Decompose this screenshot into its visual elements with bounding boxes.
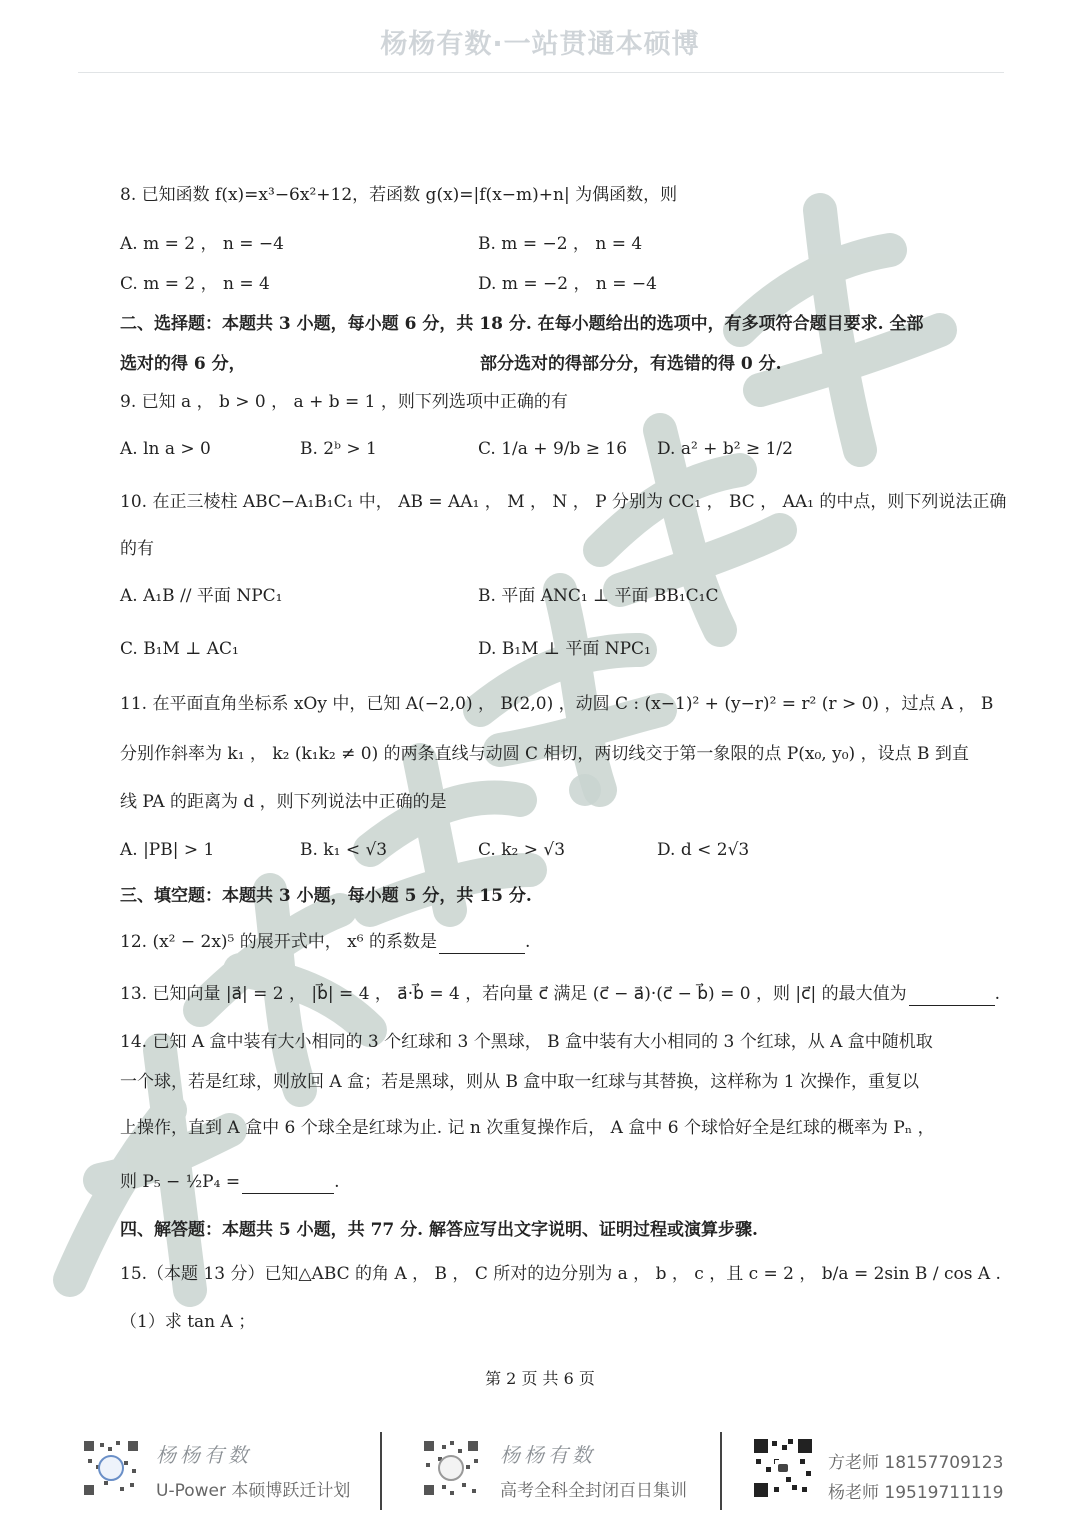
section-4-title: 四、解答题：本题共 5 小题，共 77 分. 解答应写出文字说明、证明过程或演算步骤. bbox=[120, 1220, 758, 1240]
section-3-title: 三、填空题：本题共 3 小题，每小题 5 分，共 15 分. bbox=[120, 886, 532, 906]
q9-option-b: B. 2ᵇ > 1 bbox=[300, 439, 377, 459]
q10-option-c: C. B₁M ⊥ AC₁ bbox=[120, 639, 239, 659]
q15-stem: 15.（本题 13 分）已知△ABC 的角 A ， B ， C 所对的边分别为 a ， b ， c ，且 c = 2 ， b/a = 2sin B / cos A . bbox=[120, 1264, 1001, 1284]
q14-line-4 bbox=[120, 1170, 340, 1194]
footer-block-3 bbox=[752, 1437, 814, 1503]
qr-code-icon bbox=[752, 1437, 814, 1499]
footer-divider-1 bbox=[380, 1432, 382, 1510]
q11-option-d: D. d < 2√3 bbox=[657, 840, 750, 860]
q12-text: 12. (x² − 2x)⁵ 的展开式中， x⁶ 的系数是 bbox=[120, 932, 437, 952]
q9-option-d: D. a² + b² ≥ 1/2 bbox=[657, 439, 793, 459]
q14-end: . bbox=[334, 1172, 340, 1192]
q13-end: . bbox=[994, 984, 1000, 1004]
q8-stem: 8. 已知函数 f(x)=x³−6x²+12，若函数 g(x)=|f(x−m)+n| 为偶函数，则 bbox=[120, 185, 678, 205]
q15-part-1: （1）求 tan A ； bbox=[120, 1312, 256, 1332]
q12-answer-blank[interactable] bbox=[439, 953, 525, 954]
q11-line-3: 线 PA 的距离为 d ，则下列说法中正确的是 bbox=[120, 792, 447, 812]
q13-text: 13. 已知向量 |a⃗| = 2 ， |b⃗| = 4 ， a⃗·b⃗ = 4 ，若向量 c⃗ 满足 (c⃗ − a⃗)·(c⃗ − b⃗) = 0 ，则 |c⃗| 的最大值为 bbox=[120, 984, 907, 1004]
footer-subtitle-1: U-Power 本硕博跃迁计划 bbox=[156, 1481, 351, 1501]
q14-line-4-text: 则 P₅ − ½P₄ = bbox=[120, 1172, 241, 1192]
section-2-scoring-b: 部分选对的得部分分，有选错的得 0 分. bbox=[480, 354, 782, 374]
qr-code-icon bbox=[420, 1437, 482, 1499]
footer-brand-2: 杨杨有数 bbox=[500, 1443, 596, 1467]
q11-option-a: A. |PB| > 1 bbox=[120, 840, 215, 860]
header-title: 杨杨有数·一站贯通本硕博 bbox=[380, 29, 700, 60]
q12 bbox=[120, 930, 530, 954]
section-2-title: 二、选择题：本题共 3 小题，每小题 6 分，共 18 分. 在每小题给出的选项中，有多项符合题目要求. 全部 bbox=[120, 314, 924, 334]
q11-line-2: 分别作斜率为 k₁ ， k₂ (k₁k₂ ≠ 0) 的两条直线与动圆 C 相切，两切线交于第一象限的点 P(x₀, y₀) ，设点 B 到直 bbox=[120, 744, 969, 764]
q10-option-b: B. 平面 ANC₁ ⊥ 平面 BB₁C₁C bbox=[478, 586, 719, 606]
footer-divider-2 bbox=[720, 1432, 722, 1510]
footer-brand-1: 杨杨有数 bbox=[156, 1443, 252, 1467]
q10-option-d: D. B₁M ⊥ 平面 NPC₁ bbox=[478, 639, 651, 659]
q9-stem: 9. 已知 a ， b > 0 ， a + b = 1 ，则下列选项中正确的有 bbox=[120, 392, 568, 412]
q10-stem: 10. 在正三棱柱 ABC−A₁B₁C₁ 中， AB = AA₁ ， M ， N ， P 分别为 CC₁ ， BC ， AA₁ 的中点，则下列说法正确 bbox=[120, 492, 1007, 512]
q9-option-c: C. 1/a + 9/b ≥ 16 bbox=[478, 439, 628, 459]
q14-answer-blank[interactable] bbox=[242, 1193, 334, 1194]
q8-option-c: C. m = 2 ， n = 4 bbox=[120, 274, 270, 294]
page-number: 第 2 页 共 6 页 bbox=[485, 1369, 595, 1388]
q8-option-b: B. m = −2 ， n = 4 bbox=[478, 234, 643, 254]
q14-line-1: 14. 已知 A 盒中装有大小相同的 3 个红球和 3 个黑球， B 盒中装有大小相同的 3 个红球，从 A 盒中随机取 bbox=[120, 1032, 933, 1052]
q11-option-b: B. k₁ < √3 bbox=[300, 840, 388, 860]
q11-line-1: 11. 在平面直角坐标系 xOy 中，已知 A(−2,0) ， B(2,0) ，动圆 C : (x−1)² + (y−r)² = r² (r > 0) ，过点 A ， B bbox=[120, 694, 994, 714]
footer-block-2 bbox=[420, 1437, 482, 1503]
q9-option-a: A. ln a > 0 bbox=[120, 439, 211, 459]
header-divider bbox=[78, 72, 1004, 73]
q14-line-2: 一个球，若是红球，则放回 A 盒；若是黑球，则从 B 盒中取一红球与其替换，这样称为 1 次操作，重复以 bbox=[120, 1072, 920, 1092]
q8-option-d: D. m = −2 ， n = −4 bbox=[478, 274, 657, 294]
section-2-scoring-a: 选对的得 6 分， bbox=[120, 354, 246, 374]
q14-line-3: 上操作，直到 A 盒中 6 个球全是红球为止. 记 n 次重复操作后， A 盒中 6 个球恰好全是红球的概率为 Pₙ ， bbox=[120, 1118, 935, 1138]
contact-2: 杨老师 19519711119 bbox=[828, 1483, 1004, 1503]
footer-block-1 bbox=[80, 1437, 142, 1503]
q12-end: . bbox=[525, 932, 531, 952]
q8-option-a: A. m = 2 ， n = −4 bbox=[120, 234, 284, 254]
qr-code-icon bbox=[80, 1437, 142, 1499]
q10-stem-cont: 的有 bbox=[120, 539, 154, 559]
q10-option-a: A. A₁B // 平面 NPC₁ bbox=[120, 586, 283, 606]
q11-option-c: C. k₂ > √3 bbox=[478, 840, 566, 860]
q13 bbox=[120, 982, 1000, 1006]
q13-answer-blank[interactable] bbox=[909, 1005, 995, 1006]
footer-subtitle-2: 高考全科全封闭百日集训 bbox=[500, 1481, 687, 1501]
contact-1: 方老师 18157709123 bbox=[828, 1453, 1004, 1473]
